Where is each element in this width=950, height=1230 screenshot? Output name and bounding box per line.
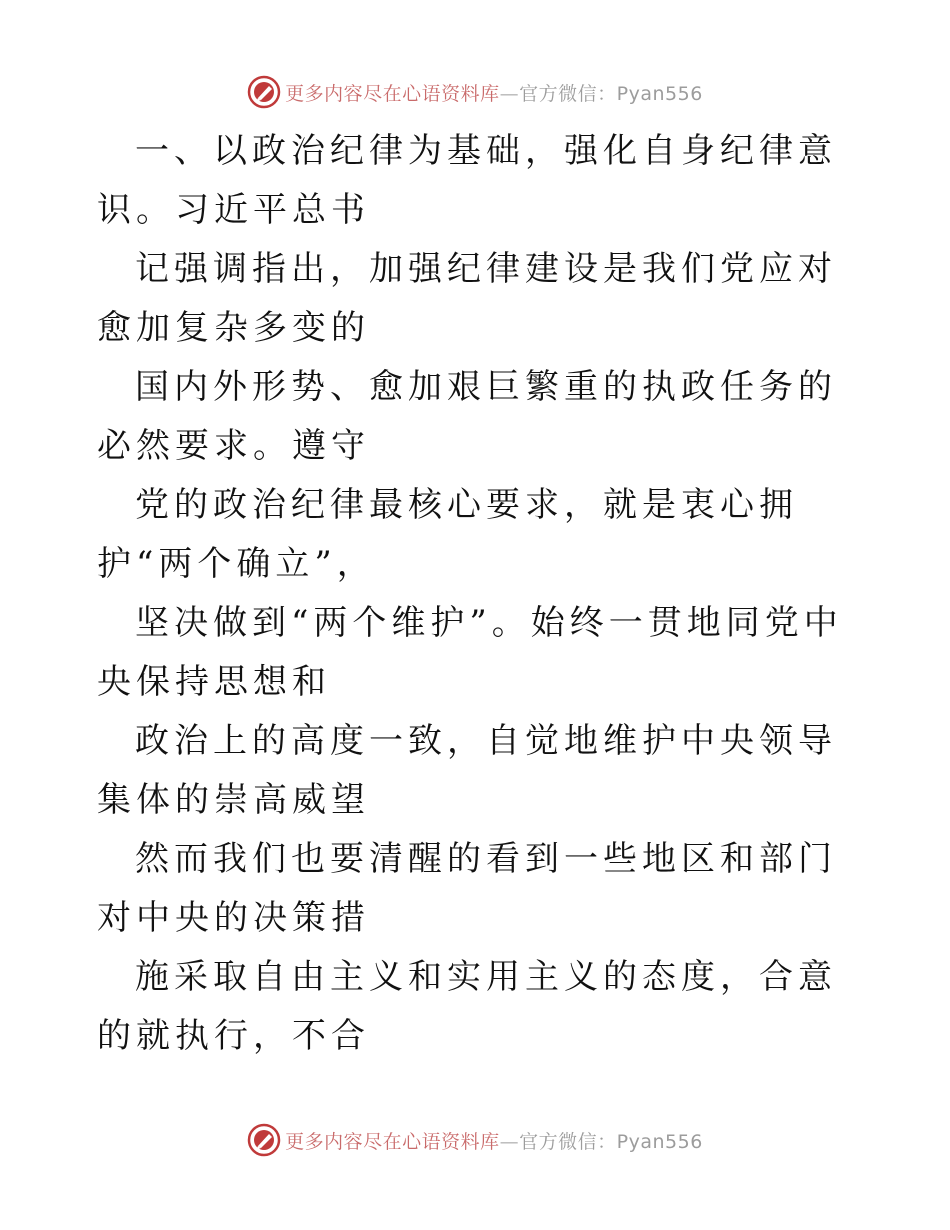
header-wechat-text: 官方微信：Pyan556 xyxy=(519,82,703,105)
paragraph: 坚决做到“两个维护”。始终一贯地同党中央保持思想和 xyxy=(97,603,843,702)
footer-banner xyxy=(0,1120,950,1160)
paragraph: 国内外形势、愈加艰巨繁重的执政任务的必然要求。遵守 xyxy=(97,367,837,466)
footer-wechat-text: 官方微信：Pyan556 xyxy=(519,1130,703,1153)
paragraph: 一、以政治纪律为基础，强化自身纪律意识。习近平总书 xyxy=(97,131,837,230)
footer-separator: — xyxy=(499,1130,520,1153)
header-separator: — xyxy=(499,82,520,105)
pen-nib-logo-icon xyxy=(247,1123,281,1157)
header-site-text: 更多内容尽在心语资料库 xyxy=(285,82,500,105)
document-body xyxy=(97,122,857,1066)
paragraph: 施采取自由主义和实用主义的态度，合意的就执行，不合 xyxy=(97,957,837,1056)
header-banner xyxy=(0,72,950,112)
paragraph: 党的政治纪律最核心要求，就是衷心拥护“两个确立”， xyxy=(97,485,798,584)
footer-banner-text xyxy=(285,1127,703,1154)
paragraph: 政治上的高度一致，自觉地维护中央领导集体的崇高威望 xyxy=(97,721,837,820)
header-banner-text xyxy=(285,79,703,106)
footer-site-text: 更多内容尽在心语资料库 xyxy=(285,1130,500,1153)
paragraph: 然而我们也要清醒的看到一些地区和部门对中央的决策措 xyxy=(97,839,837,938)
paragraph: 记强调指出，加强纪律建设是我们党应对愈加复杂多变的 xyxy=(97,249,837,348)
pen-nib-logo-icon xyxy=(247,75,281,109)
